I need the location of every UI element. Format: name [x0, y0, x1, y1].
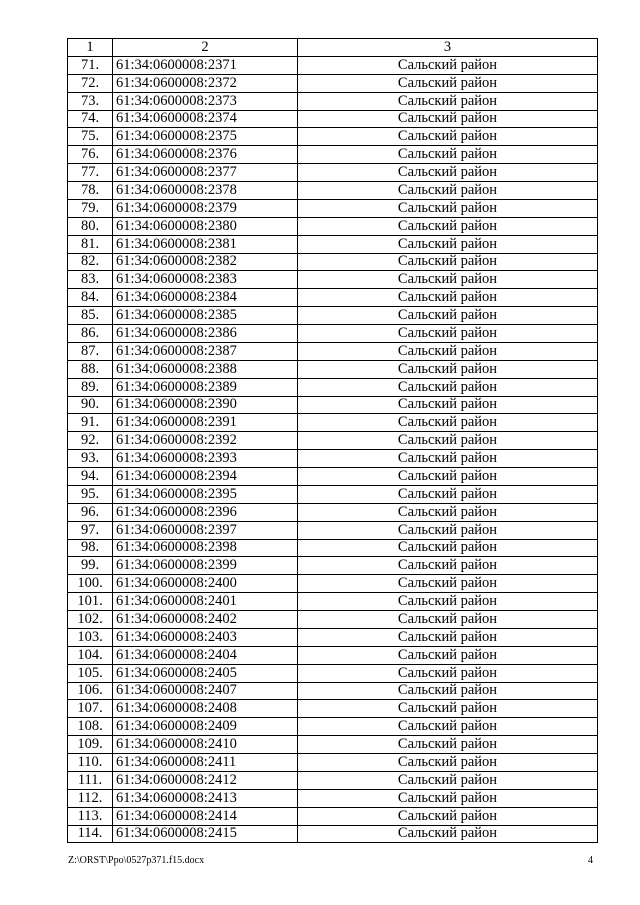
district-name: Сальский район: [298, 539, 598, 557]
row-number: 109.: [68, 736, 113, 754]
district-name: Сальский район: [298, 235, 598, 253]
row-number: 97.: [68, 521, 113, 539]
column-header-3: 3: [298, 39, 598, 57]
table-row: [68, 56, 598, 74]
table-row: [68, 807, 598, 825]
district-name: Сальский район: [298, 414, 598, 432]
row-number: 108.: [68, 718, 113, 736]
row-number: 110.: [68, 754, 113, 772]
cadastral-number: 61:34:0600008:2400: [113, 575, 298, 593]
row-number: 85.: [68, 307, 113, 325]
cadastral-number: 61:34:0600008:2387: [113, 342, 298, 360]
row-number: 113.: [68, 807, 113, 825]
table-row: [68, 825, 598, 843]
district-name: Сальский район: [298, 789, 598, 807]
table-row: [68, 110, 598, 128]
cadastral-number: 61:34:0600008:2389: [113, 378, 298, 396]
district-name: Сальский район: [298, 56, 598, 74]
table-row: [68, 325, 598, 343]
row-number: 72.: [68, 74, 113, 92]
column-header-2: 2: [113, 39, 298, 57]
table-row: [68, 754, 598, 772]
cadastral-number: 61:34:0600008:2384: [113, 289, 298, 307]
district-name: Сальский район: [298, 557, 598, 575]
table-row: [68, 378, 598, 396]
table-row: [68, 557, 598, 575]
table-row: [68, 468, 598, 486]
table-row: [68, 396, 598, 414]
cadastral-number: 61:34:0600008:2415: [113, 825, 298, 843]
cadastral-number: 61:34:0600008:2374: [113, 110, 298, 128]
table-row: [68, 217, 598, 235]
table-header-row: [68, 39, 598, 57]
cadastral-number: 61:34:0600008:2376: [113, 146, 298, 164]
table-row: [68, 128, 598, 146]
district-name: Сальский район: [298, 199, 598, 217]
district-name: Сальский район: [298, 342, 598, 360]
cadastral-number: 61:34:0600008:2388: [113, 360, 298, 378]
district-name: Сальский район: [298, 611, 598, 629]
district-name: Сальский район: [298, 217, 598, 235]
table-row: [68, 718, 598, 736]
row-number: 86.: [68, 325, 113, 343]
row-number: 105.: [68, 664, 113, 682]
cadastral-number: 61:34:0600008:2385: [113, 307, 298, 325]
cadastral-number: 61:34:0600008:2386: [113, 325, 298, 343]
table-body: [68, 39, 598, 843]
cadastral-number: 61:34:0600008:2403: [113, 628, 298, 646]
row-number: 81.: [68, 235, 113, 253]
row-number: 114.: [68, 825, 113, 843]
district-name: Сальский район: [298, 485, 598, 503]
district-name: Сальский район: [298, 664, 598, 682]
district-name: Сальский район: [298, 92, 598, 110]
cadastral-number: 61:34:0600008:2407: [113, 682, 298, 700]
cadastral-number: 61:34:0600008:2394: [113, 468, 298, 486]
row-number: 75.: [68, 128, 113, 146]
district-name: Сальский район: [298, 450, 598, 468]
cadastral-number: 61:34:0600008:2391: [113, 414, 298, 432]
cadastral-number: 61:34:0600008:2392: [113, 432, 298, 450]
table-row: [68, 146, 598, 164]
table-row: [68, 253, 598, 271]
cadastral-number: 61:34:0600008:2405: [113, 664, 298, 682]
cadastral-number: 61:34:0600008:2414: [113, 807, 298, 825]
district-name: Сальский район: [298, 378, 598, 396]
cadastral-number: 61:34:0600008:2395: [113, 485, 298, 503]
table-row: [68, 664, 598, 682]
table-row: [68, 307, 598, 325]
cadastral-number: 61:34:0600008:2412: [113, 771, 298, 789]
table-row: [68, 360, 598, 378]
row-number: 93.: [68, 450, 113, 468]
row-number: 78.: [68, 182, 113, 200]
district-name: Сальский район: [298, 74, 598, 92]
table-row: [68, 539, 598, 557]
district-name: Сальский район: [298, 432, 598, 450]
cadastral-number: 61:34:0600008:2393: [113, 450, 298, 468]
row-number: 77.: [68, 164, 113, 182]
cadastral-number: 61:34:0600008:2375: [113, 128, 298, 146]
row-number: 112.: [68, 789, 113, 807]
table-row: [68, 182, 598, 200]
table-row: [68, 771, 598, 789]
row-number: 96.: [68, 503, 113, 521]
district-name: Сальский район: [298, 754, 598, 772]
district-name: Сальский район: [298, 396, 598, 414]
row-number: 90.: [68, 396, 113, 414]
cadastral-number: 61:34:0600008:2390: [113, 396, 298, 414]
table-row: [68, 593, 598, 611]
table-row: [68, 74, 598, 92]
cadastral-table: [67, 38, 598, 843]
district-name: Сальский район: [298, 468, 598, 486]
table-row: [68, 646, 598, 664]
table-row: [68, 414, 598, 432]
district-name: Сальский район: [298, 325, 598, 343]
row-number: 76.: [68, 146, 113, 164]
row-number: 83.: [68, 271, 113, 289]
district-name: Сальский район: [298, 575, 598, 593]
row-number: 111.: [68, 771, 113, 789]
district-name: Сальский район: [298, 521, 598, 539]
district-name: Сальский район: [298, 110, 598, 128]
table-row: [68, 199, 598, 217]
cadastral-number: 61:34:0600008:2383: [113, 271, 298, 289]
table-row: [68, 92, 598, 110]
row-number: 89.: [68, 378, 113, 396]
row-number: 87.: [68, 342, 113, 360]
table-row: [68, 789, 598, 807]
row-number: 99.: [68, 557, 113, 575]
cadastral-number: 61:34:0600008:2401: [113, 593, 298, 611]
table-row: [68, 485, 598, 503]
district-name: Сальский район: [298, 307, 598, 325]
row-number: 103.: [68, 628, 113, 646]
row-number: 88.: [68, 360, 113, 378]
row-number: 79.: [68, 199, 113, 217]
cadastral-number: 61:34:0600008:2404: [113, 646, 298, 664]
row-number: 80.: [68, 217, 113, 235]
row-number: 101.: [68, 593, 113, 611]
cadastral-number: 61:34:0600008:2380: [113, 217, 298, 235]
district-name: Сальский район: [298, 718, 598, 736]
district-name: Сальский район: [298, 682, 598, 700]
row-number: 84.: [68, 289, 113, 307]
cadastral-number: 61:34:0600008:2408: [113, 700, 298, 718]
row-number: 71.: [68, 56, 113, 74]
district-name: Сальский район: [298, 736, 598, 754]
table-row: [68, 450, 598, 468]
district-name: Сальский район: [298, 146, 598, 164]
cadastral-number: 61:34:0600008:2373: [113, 92, 298, 110]
row-number: 95.: [68, 485, 113, 503]
row-number: 74.: [68, 110, 113, 128]
table-row: [68, 628, 598, 646]
district-name: Сальский район: [298, 825, 598, 843]
column-header-1: 1: [68, 39, 113, 57]
district-name: Сальский район: [298, 628, 598, 646]
row-number: 106.: [68, 682, 113, 700]
row-number: 104.: [68, 646, 113, 664]
district-name: Сальский район: [298, 771, 598, 789]
cadastral-number: 61:34:0600008:2378: [113, 182, 298, 200]
table-row: [68, 611, 598, 629]
district-name: Сальский район: [298, 593, 598, 611]
table-row: [68, 682, 598, 700]
cadastral-number: 61:34:0600008:2397: [113, 521, 298, 539]
district-name: Сальский район: [298, 503, 598, 521]
table-row: [68, 271, 598, 289]
row-number: 98.: [68, 539, 113, 557]
row-number: 91.: [68, 414, 113, 432]
cadastral-number: 61:34:0600008:2398: [113, 539, 298, 557]
row-number: 82.: [68, 253, 113, 271]
table-row: [68, 432, 598, 450]
district-name: Сальский район: [298, 182, 598, 200]
table-row: [68, 235, 598, 253]
table-row: [68, 503, 598, 521]
row-number: 102.: [68, 611, 113, 629]
cadastral-number: 61:34:0600008:2381: [113, 235, 298, 253]
cadastral-number: 61:34:0600008:2399: [113, 557, 298, 575]
district-name: Сальский район: [298, 164, 598, 182]
cadastral-number: 61:34:0600008:2411: [113, 754, 298, 772]
table-row: [68, 164, 598, 182]
cadastral-number: 61:34:0600008:2377: [113, 164, 298, 182]
cadastral-number: 61:34:0600008:2413: [113, 789, 298, 807]
footer-file-path: Z:\ORST\Ppo\0527p371.f15.docx: [68, 855, 205, 866]
cadastral-number: 61:34:0600008:2402: [113, 611, 298, 629]
table-row: [68, 521, 598, 539]
table-row: [68, 342, 598, 360]
table-row: [68, 700, 598, 718]
district-name: Сальский район: [298, 253, 598, 271]
cadastral-number: 61:34:0600008:2371: [113, 56, 298, 74]
page-number: 4: [588, 855, 593, 866]
cadastral-number: 61:34:0600008:2409: [113, 718, 298, 736]
district-name: Сальский район: [298, 271, 598, 289]
district-name: Сальский район: [298, 289, 598, 307]
district-name: Сальский район: [298, 360, 598, 378]
district-name: Сальский район: [298, 128, 598, 146]
cadastral-number: 61:34:0600008:2379: [113, 199, 298, 217]
row-number: 92.: [68, 432, 113, 450]
row-number: 73.: [68, 92, 113, 110]
table-row: [68, 289, 598, 307]
row-number: 107.: [68, 700, 113, 718]
cadastral-number: 61:34:0600008:2396: [113, 503, 298, 521]
district-name: Сальский район: [298, 646, 598, 664]
row-number: 94.: [68, 468, 113, 486]
cadastral-number: 61:34:0600008:2382: [113, 253, 298, 271]
row-number: 100.: [68, 575, 113, 593]
cadastral-number: 61:34:0600008:2372: [113, 74, 298, 92]
cadastral-number: 61:34:0600008:2410: [113, 736, 298, 754]
district-name: Сальский район: [298, 700, 598, 718]
district-name: Сальский район: [298, 807, 598, 825]
table-row: [68, 575, 598, 593]
table-row: [68, 736, 598, 754]
